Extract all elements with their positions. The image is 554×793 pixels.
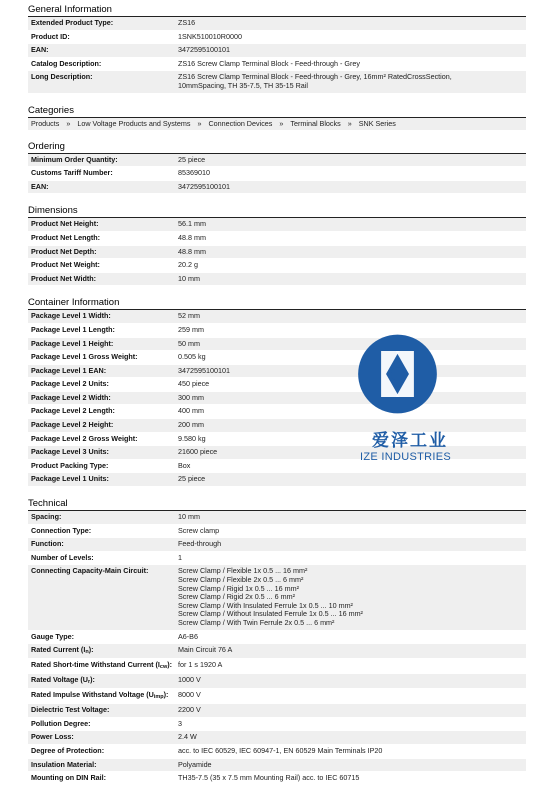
section-title-general: General Information (28, 4, 526, 17)
table-row (28, 167, 526, 181)
property-label: Power Loss: (28, 731, 175, 745)
table-row (28, 511, 526, 524)
property-value: 200 mm (175, 419, 526, 433)
table-row (28, 44, 526, 58)
property-label: Minimum Order Quantity: (28, 154, 175, 167)
property-label: Product Net Weight: (28, 259, 175, 273)
table-row (28, 524, 526, 538)
property-label: Package Level 1 EAN: (28, 364, 175, 378)
general-information-table (28, 17, 526, 94)
dimensions-table (28, 218, 526, 286)
table-row (28, 337, 526, 351)
property-value: 259 mm (175, 323, 526, 337)
breadcrumb (28, 118, 526, 130)
property-label: Product Packing Type: (28, 459, 175, 473)
property-label: Product ID: (28, 30, 175, 44)
breadcrumb-separator: » (197, 118, 202, 128)
breadcrumb-separator: » (66, 118, 71, 128)
property-label: Package Level 2 Height: (28, 419, 175, 433)
table-row (28, 704, 526, 718)
table-row (28, 446, 526, 460)
property-value: Polyamide (175, 758, 526, 772)
property-value: TH35-7.5 (35 x 7.5 mm Mounting Rail) acc. to IEC 60715 (175, 772, 526, 786)
table-row (28, 310, 526, 323)
section-title-container: Container Information (28, 297, 526, 310)
table-row (28, 419, 526, 433)
property-label: Rated Short-time Withstand Current $(I_{cw})$: (28, 659, 175, 674)
property-label: Insulation Material: (28, 758, 175, 772)
categories-section (28, 105, 526, 130)
container-information-table (28, 310, 526, 487)
breadcrumb-item[interactable]: Connection Devices (208, 118, 273, 128)
table-row (28, 744, 526, 758)
property-value: 400 mm (175, 405, 526, 419)
property-value: ZS16 (175, 17, 526, 30)
property-value: 1 (175, 551, 526, 565)
table-row (28, 565, 526, 630)
breadcrumb-item[interactable]: Low Voltage Products and Systems (77, 118, 191, 128)
property-label: Package Level 1 Gross Weight: (28, 351, 175, 365)
property-label: Rated Current $(I_n)$: (28, 644, 175, 659)
table-row (28, 391, 526, 405)
property-label: Connection Type: (28, 524, 175, 538)
property-label: Product Net Length: (28, 231, 175, 245)
property-value: 20.2 g (175, 259, 526, 273)
property-label: Degree of Protection: (28, 744, 175, 758)
property-value: 48.8 mm (175, 231, 526, 245)
property-value: 52 mm (175, 310, 526, 323)
property-label: Dielectric Test Voltage: (28, 704, 175, 718)
property-value: 0.505 kg (175, 351, 526, 365)
table-row (28, 538, 526, 552)
ordering-table (28, 154, 526, 195)
table-row (28, 259, 526, 273)
property-label: Product Net Height: (28, 218, 175, 231)
property-value: 300 mm (175, 391, 526, 405)
table-row (28, 154, 526, 167)
table-row (28, 717, 526, 731)
property-label: Package Level 1 Length: (28, 323, 175, 337)
ize-logo-icon (355, 333, 440, 415)
table-row (28, 245, 526, 259)
table-row (28, 272, 526, 286)
datasheet-page (28, 4, 526, 786)
property-label: Rated Impulse Withstand Voltage $(U_{imp})$: (28, 689, 175, 704)
table-row (28, 432, 526, 446)
table-row (28, 473, 526, 487)
breadcrumb-separator: » (347, 118, 352, 128)
property-label: Package Level 3 Units: (28, 446, 175, 460)
property-value: 48.8 mm (175, 245, 526, 259)
property-value: A6-B6 (175, 630, 526, 644)
property-value: 21600 piece (175, 446, 526, 460)
property-label: Package Level 2 Units: (28, 378, 175, 392)
property-value: Main Circuit 76 A (175, 644, 526, 659)
table-row (28, 551, 526, 565)
property-value: 10 mm (175, 511, 526, 524)
property-value: 50 mm (175, 337, 526, 351)
technical-section (28, 498, 526, 786)
property-value: 25 piece (175, 473, 526, 487)
table-row (28, 772, 526, 786)
property-label: Connecting Capacity-Main Circuit: (28, 565, 175, 630)
watermark-english-text: IZE INDUSTRIES (360, 451, 451, 463)
property-label: Number of Levels: (28, 551, 175, 565)
property-value: 2.4 W (175, 731, 526, 745)
table-row (28, 689, 526, 704)
container-information-section (28, 297, 526, 487)
property-value: 1SNK510010R0000 (175, 30, 526, 44)
table-row (28, 30, 526, 44)
general-information-section (28, 4, 526, 94)
property-value: 10 mm (175, 272, 526, 286)
table-row (28, 731, 526, 745)
dimensions-section (28, 205, 526, 286)
property-label: Package Level 2 Length: (28, 405, 175, 419)
property-value: ZS16 Screw Clamp Terminal Block - Feed-through - Grey (175, 57, 526, 71)
property-label: EAN: (28, 180, 175, 194)
breadcrumb-item[interactable]: Products (31, 118, 60, 128)
table-row (28, 644, 526, 659)
table-row (28, 218, 526, 231)
property-value: 3472595100101 (175, 44, 526, 58)
property-value: 1000 V (175, 674, 526, 689)
property-label: Rated Voltage $(U_r)$: (28, 674, 175, 689)
property-label: Mounting on DIN Rail: (28, 772, 175, 786)
property-label: Catalog Description: (28, 57, 175, 71)
section-title-dimensions: Dimensions (28, 205, 526, 218)
ordering-section (28, 141, 526, 195)
property-label: Product Net Width: (28, 272, 175, 286)
table-row (28, 17, 526, 30)
property-label: Function: (28, 538, 175, 552)
watermark-chinese-text: 爱泽工业 (372, 431, 448, 451)
table-row (28, 405, 526, 419)
breadcrumb-separator: » (279, 118, 284, 128)
property-label: Gauge Type: (28, 630, 175, 644)
property-label: EAN: (28, 44, 175, 58)
property-value: Feed-through (175, 538, 526, 552)
property-label: Package Level 1 Height: (28, 337, 175, 351)
property-label: Long Description: (28, 71, 175, 93)
technical-table (28, 511, 526, 786)
table-row (28, 459, 526, 473)
section-title-ordering: Ordering (28, 141, 526, 154)
section-title-technical: Technical (28, 498, 526, 511)
property-value: 8000 V (175, 689, 526, 704)
property-value: ZS16 Screw Clamp Terminal Block - Feed-through - Grey, 16mm² RatedCrossSection, 10mmSpacing, TH 35-7.5, TH 35-15 Rail (175, 71, 526, 93)
property-value: 56.1 mm (175, 218, 526, 231)
property-label: Package Level 2 Width: (28, 391, 175, 405)
table-row (28, 630, 526, 644)
breadcrumb-item[interactable]: Terminal Blocks (290, 118, 341, 128)
property-value: 85369010 (175, 167, 526, 181)
property-label: Extended Product Type: (28, 17, 175, 30)
property-label: Customs Tariff Number: (28, 167, 175, 181)
property-value: 2200 V (175, 704, 526, 718)
table-row (28, 323, 526, 337)
property-value: 3472595100101 (175, 180, 526, 194)
table-row (28, 351, 526, 365)
property-value: 25 piece (175, 154, 526, 167)
breadcrumb-item[interactable]: SNK Series (358, 118, 396, 128)
table-row (28, 758, 526, 772)
property-value: Screw Clamp / Flexible 1x 0.5 ... 16 mm² Screw Clamp / Flexible 2x 0.5 ... 6 mm² Screw Clamp / Rigid 1x 0.5 ... 16 mm² Screw Clamp / Rigid 2x 0.5 ... 6 mm² Screw Clamp / With Insulated Ferrule 1x 0.5 ... 10 mm² Screw Clamp / Without Insulated Ferrule 1x 0.5 ... 16 mm² Screw Clamp / With Twin Ferrule 2x 0.5 ... 6 mm² (175, 565, 526, 630)
table-row (28, 180, 526, 194)
property-label: Package Level 1 Units: (28, 473, 175, 487)
property-value: Screw clamp (175, 524, 526, 538)
property-value: acc. to IEC 60529, IEC 60947-1, EN 60529 Main Terminals IP20 (175, 744, 526, 758)
table-row (28, 364, 526, 378)
property-label: Spacing: (28, 511, 175, 524)
table-row (28, 659, 526, 674)
table-row (28, 674, 526, 689)
section-title-categories: Categories (28, 105, 526, 118)
property-value: 3472595100101 (175, 364, 526, 378)
property-label: Pollution Degree: (28, 717, 175, 731)
table-row (28, 71, 526, 93)
property-value: 3 (175, 717, 526, 731)
property-label: Product Net Depth: (28, 245, 175, 259)
table-row (28, 57, 526, 71)
property-value: for 1 s 1920 A (175, 659, 526, 674)
property-value: 9.580 kg (175, 432, 526, 446)
property-label: Package Level 2 Gross Weight: (28, 432, 175, 446)
property-label: Package Level 1 Width: (28, 310, 175, 323)
property-value: Box (175, 459, 526, 473)
table-row (28, 231, 526, 245)
property-value: 450 piece (175, 378, 526, 392)
table-row (28, 378, 526, 392)
